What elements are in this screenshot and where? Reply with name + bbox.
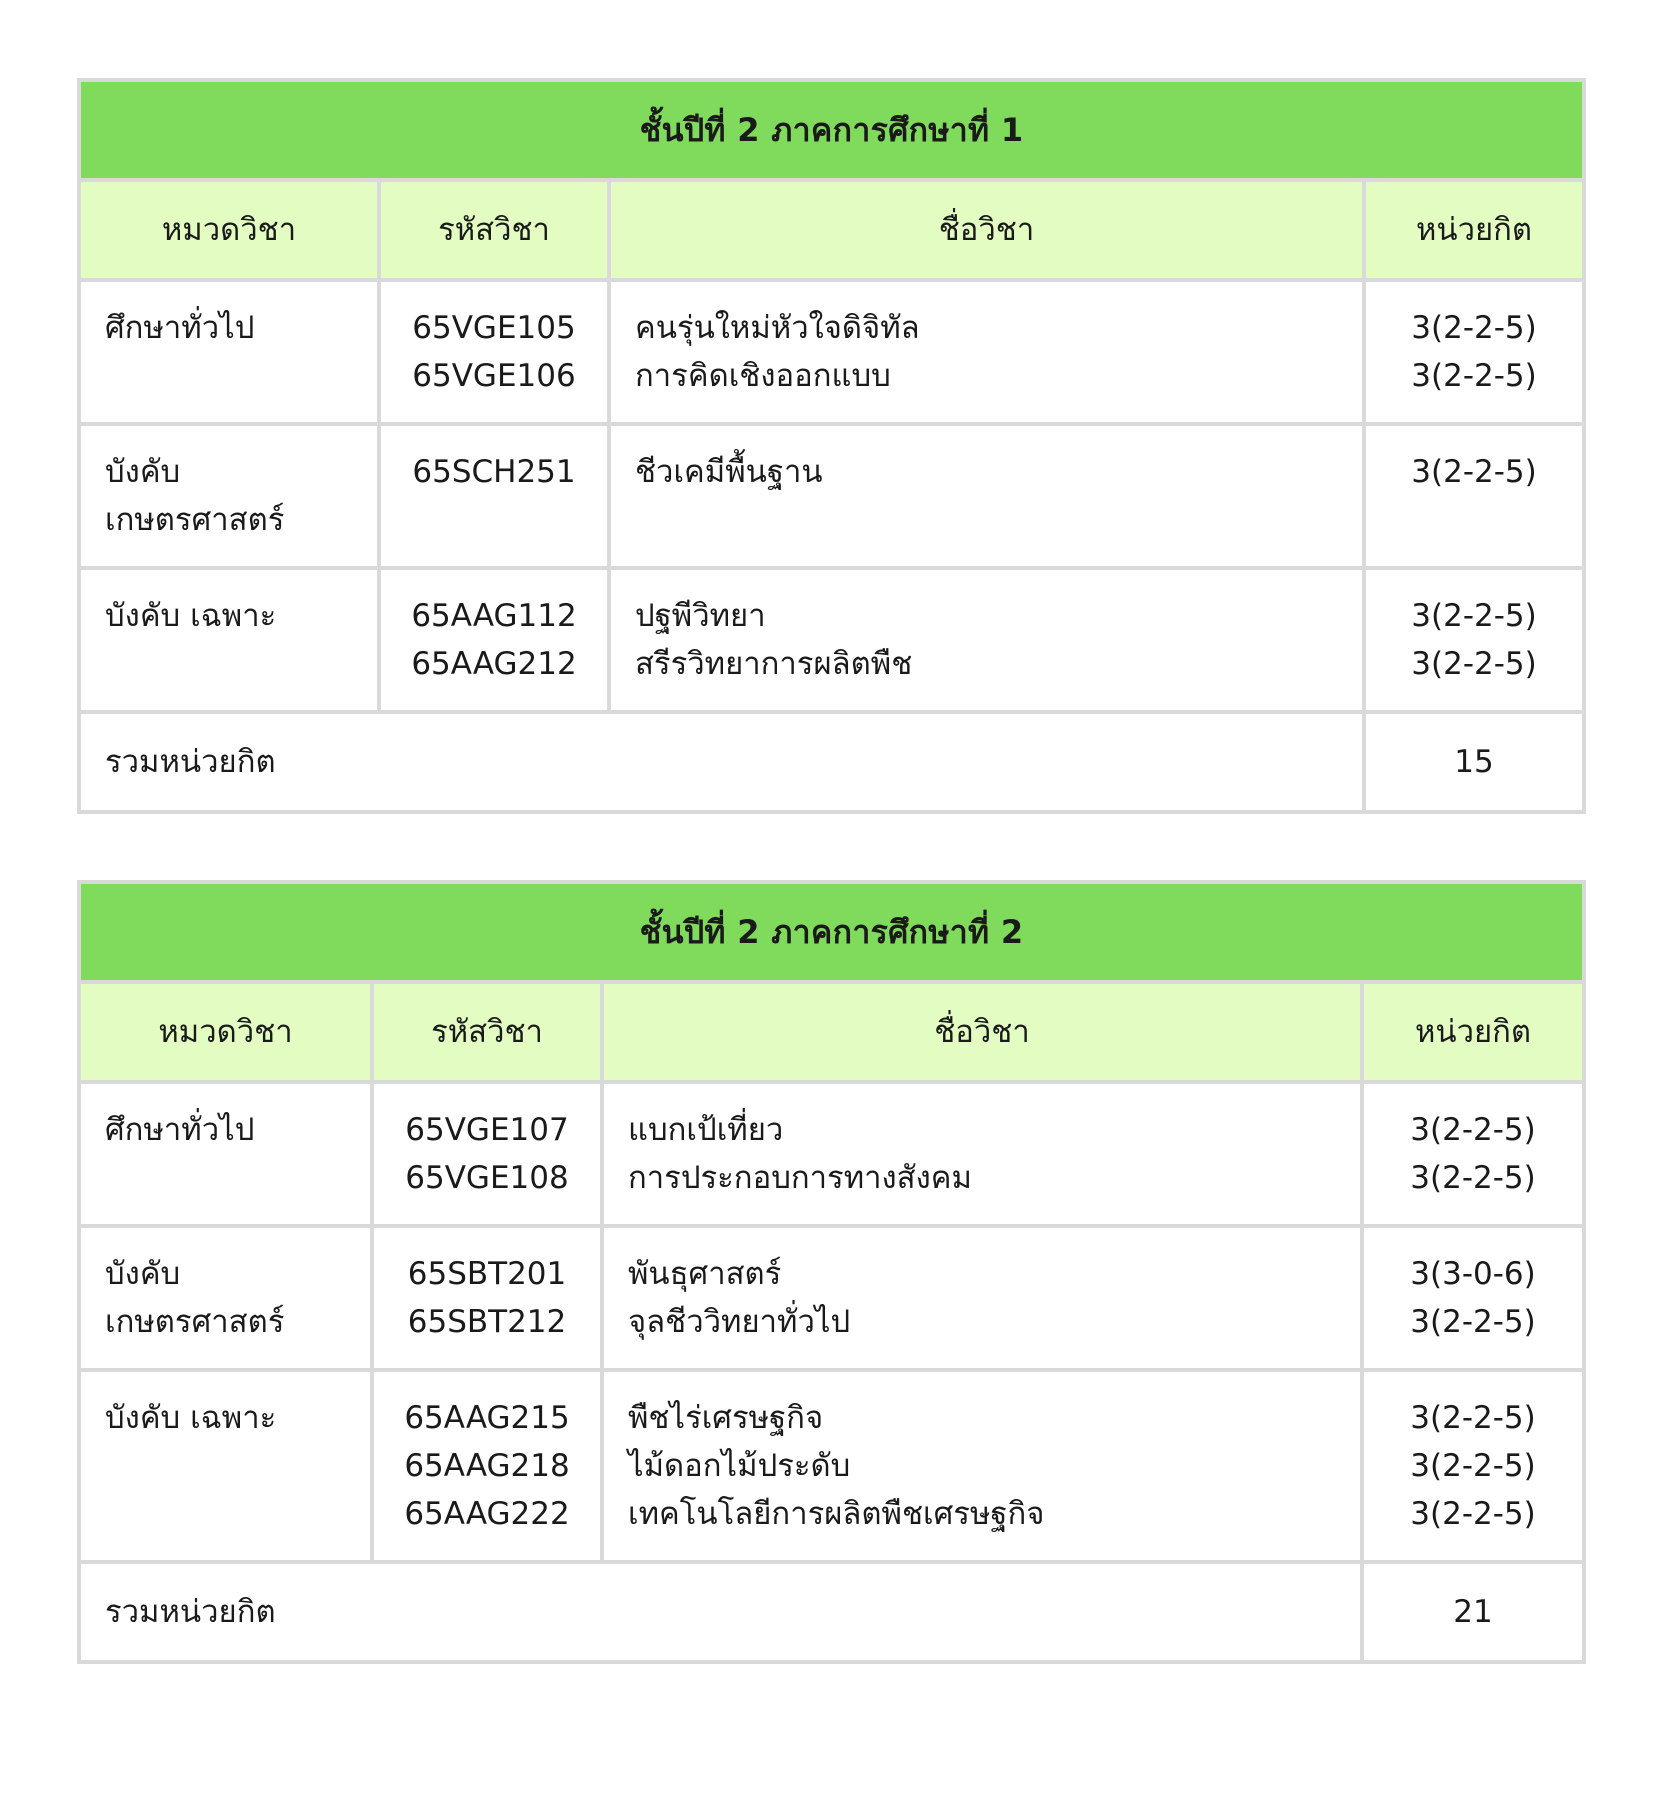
semester-table-2 (77, 880, 1586, 1664)
category-text: บังคับ เฉพาะ (105, 598, 277, 634)
course-credits: 3(2-2-5) (1410, 1112, 1536, 1148)
category-text: บังคับ (105, 454, 181, 490)
course-credits: 3(2-2-5) (1411, 358, 1537, 394)
name-cell (609, 280, 1364, 424)
course-credits: 3(2-2-5) (1411, 598, 1537, 634)
course-group-row (79, 1226, 1584, 1370)
course-name: การคิดเชิงออกแบบ (635, 358, 891, 394)
name-cell (609, 424, 1364, 568)
course-code: 65VGE108 (405, 1160, 569, 1196)
course-code: 65VGE105 (412, 310, 576, 346)
header-credits: หน่วยกิต (1364, 180, 1584, 280)
header-name: ชื่อวิชา (602, 982, 1362, 1082)
category-cell (79, 1082, 372, 1226)
course-code: 65SBT201 (407, 1256, 567, 1292)
credit-cell (1364, 280, 1584, 424)
course-group-row (79, 1370, 1584, 1562)
course-code: 65SCH251 (412, 454, 576, 490)
header-code: รหัสวิชา (379, 180, 609, 280)
credit-cell (1362, 1370, 1584, 1562)
header-category: หมวดวิชา (79, 180, 379, 280)
code-cell (372, 1082, 602, 1226)
category-cell (79, 568, 379, 712)
category-text: เกษตรศาสตร์ (105, 1304, 285, 1340)
code-cell (372, 1370, 602, 1562)
course-code: 65VGE106 (412, 358, 576, 394)
course-credits: 3(2-2-5) (1411, 646, 1537, 682)
category-cell (79, 424, 379, 568)
code-cell (379, 568, 609, 712)
course-name: ชีวเคมีพื้นฐาน (635, 454, 823, 490)
category-text: ศึกษาทั่วไป (105, 1112, 255, 1148)
header-category: หมวดวิชา (79, 982, 372, 1082)
course-credits: 3(3-0-6) (1410, 1256, 1536, 1292)
course-credits: 3(2-2-5) (1410, 1160, 1536, 1196)
course-name: การประกอบการทางสังคม (628, 1160, 972, 1196)
course-credits: 3(2-2-5) (1410, 1496, 1536, 1532)
course-group-row (79, 1082, 1584, 1226)
total-row (79, 1562, 1584, 1662)
semester-table-1 (77, 78, 1586, 814)
header-name: ชื่อวิชา (609, 180, 1364, 280)
course-credits: 3(2-2-5) (1411, 454, 1537, 490)
course-name: สรีรวิทยาการผลิตพืช (635, 646, 913, 682)
course-name: ไม้ดอกไม้ประดับ (628, 1448, 851, 1484)
course-credits: 3(2-2-5) (1410, 1304, 1536, 1340)
course-name: เทคโนโลยีการผลิตพืชเศรษฐกิจ (628, 1496, 1045, 1532)
course-code: 65VGE107 (405, 1112, 569, 1148)
course-group-row (79, 424, 1584, 568)
semester-title: ชั้นปีที่ 2 ภาคการศึกษาที่ 1 (79, 80, 1584, 180)
header-credits: หน่วยกิต (1362, 982, 1584, 1082)
column-header-row (79, 982, 1584, 1082)
semester-title: ชั้นปีที่ 2 ภาคการศึกษาที่ 2 (79, 882, 1584, 982)
semester-title-row (79, 882, 1584, 982)
total-credits: 21 (1362, 1562, 1584, 1662)
name-cell (602, 1082, 1362, 1226)
category-cell (79, 1226, 372, 1370)
name-cell (602, 1226, 1362, 1370)
total-row (79, 712, 1584, 812)
header-code: รหัสวิชา (372, 982, 602, 1082)
course-credits: 3(2-2-5) (1410, 1448, 1536, 1484)
total-credits: 15 (1364, 712, 1584, 812)
name-cell (609, 568, 1364, 712)
course-name: ปฐพีวิทยา (635, 598, 766, 634)
semester-title-row (79, 80, 1584, 180)
course-code: 65AAG222 (404, 1496, 570, 1532)
category-text: เกษตรศาสตร์ (105, 502, 285, 538)
course-group-row (79, 280, 1584, 424)
name-cell (602, 1370, 1362, 1562)
course-name: พันธุศาสตร์ (628, 1256, 782, 1292)
course-credits: 3(2-2-5) (1411, 310, 1537, 346)
category-cell (79, 280, 379, 424)
course-code: 65AAG212 (411, 646, 577, 682)
total-label: รวมหน่วยกิต (79, 712, 1364, 812)
credit-cell (1364, 424, 1584, 568)
course-name: จุลชีววิทยาทั่วไป (628, 1304, 851, 1340)
category-text: บังคับ (105, 1256, 181, 1292)
course-credits: 3(2-2-5) (1410, 1400, 1536, 1436)
code-cell (372, 1226, 602, 1370)
category-text: ศึกษาทั่วไป (105, 310, 255, 346)
category-cell (79, 1370, 372, 1562)
credit-cell (1362, 1226, 1584, 1370)
course-name: คนรุ่นใหม่หัวใจดิจิทัล (635, 310, 920, 346)
course-name: พืชไร่เศรษฐกิจ (628, 1400, 824, 1436)
course-code: 65SBT212 (407, 1304, 567, 1340)
course-code: 65AAG215 (404, 1400, 570, 1436)
category-text: บังคับ เฉพาะ (105, 1400, 277, 1436)
course-name: แบกเป้เที่ยว (628, 1112, 784, 1148)
credit-cell (1362, 1082, 1584, 1226)
credit-cell (1364, 568, 1584, 712)
course-code: 65AAG218 (404, 1448, 570, 1484)
code-cell (379, 424, 609, 568)
total-label: รวมหน่วยกิต (79, 1562, 1362, 1662)
code-cell (379, 280, 609, 424)
course-code: 65AAG112 (411, 598, 577, 634)
column-header-row (79, 180, 1584, 280)
course-group-row (79, 568, 1584, 712)
